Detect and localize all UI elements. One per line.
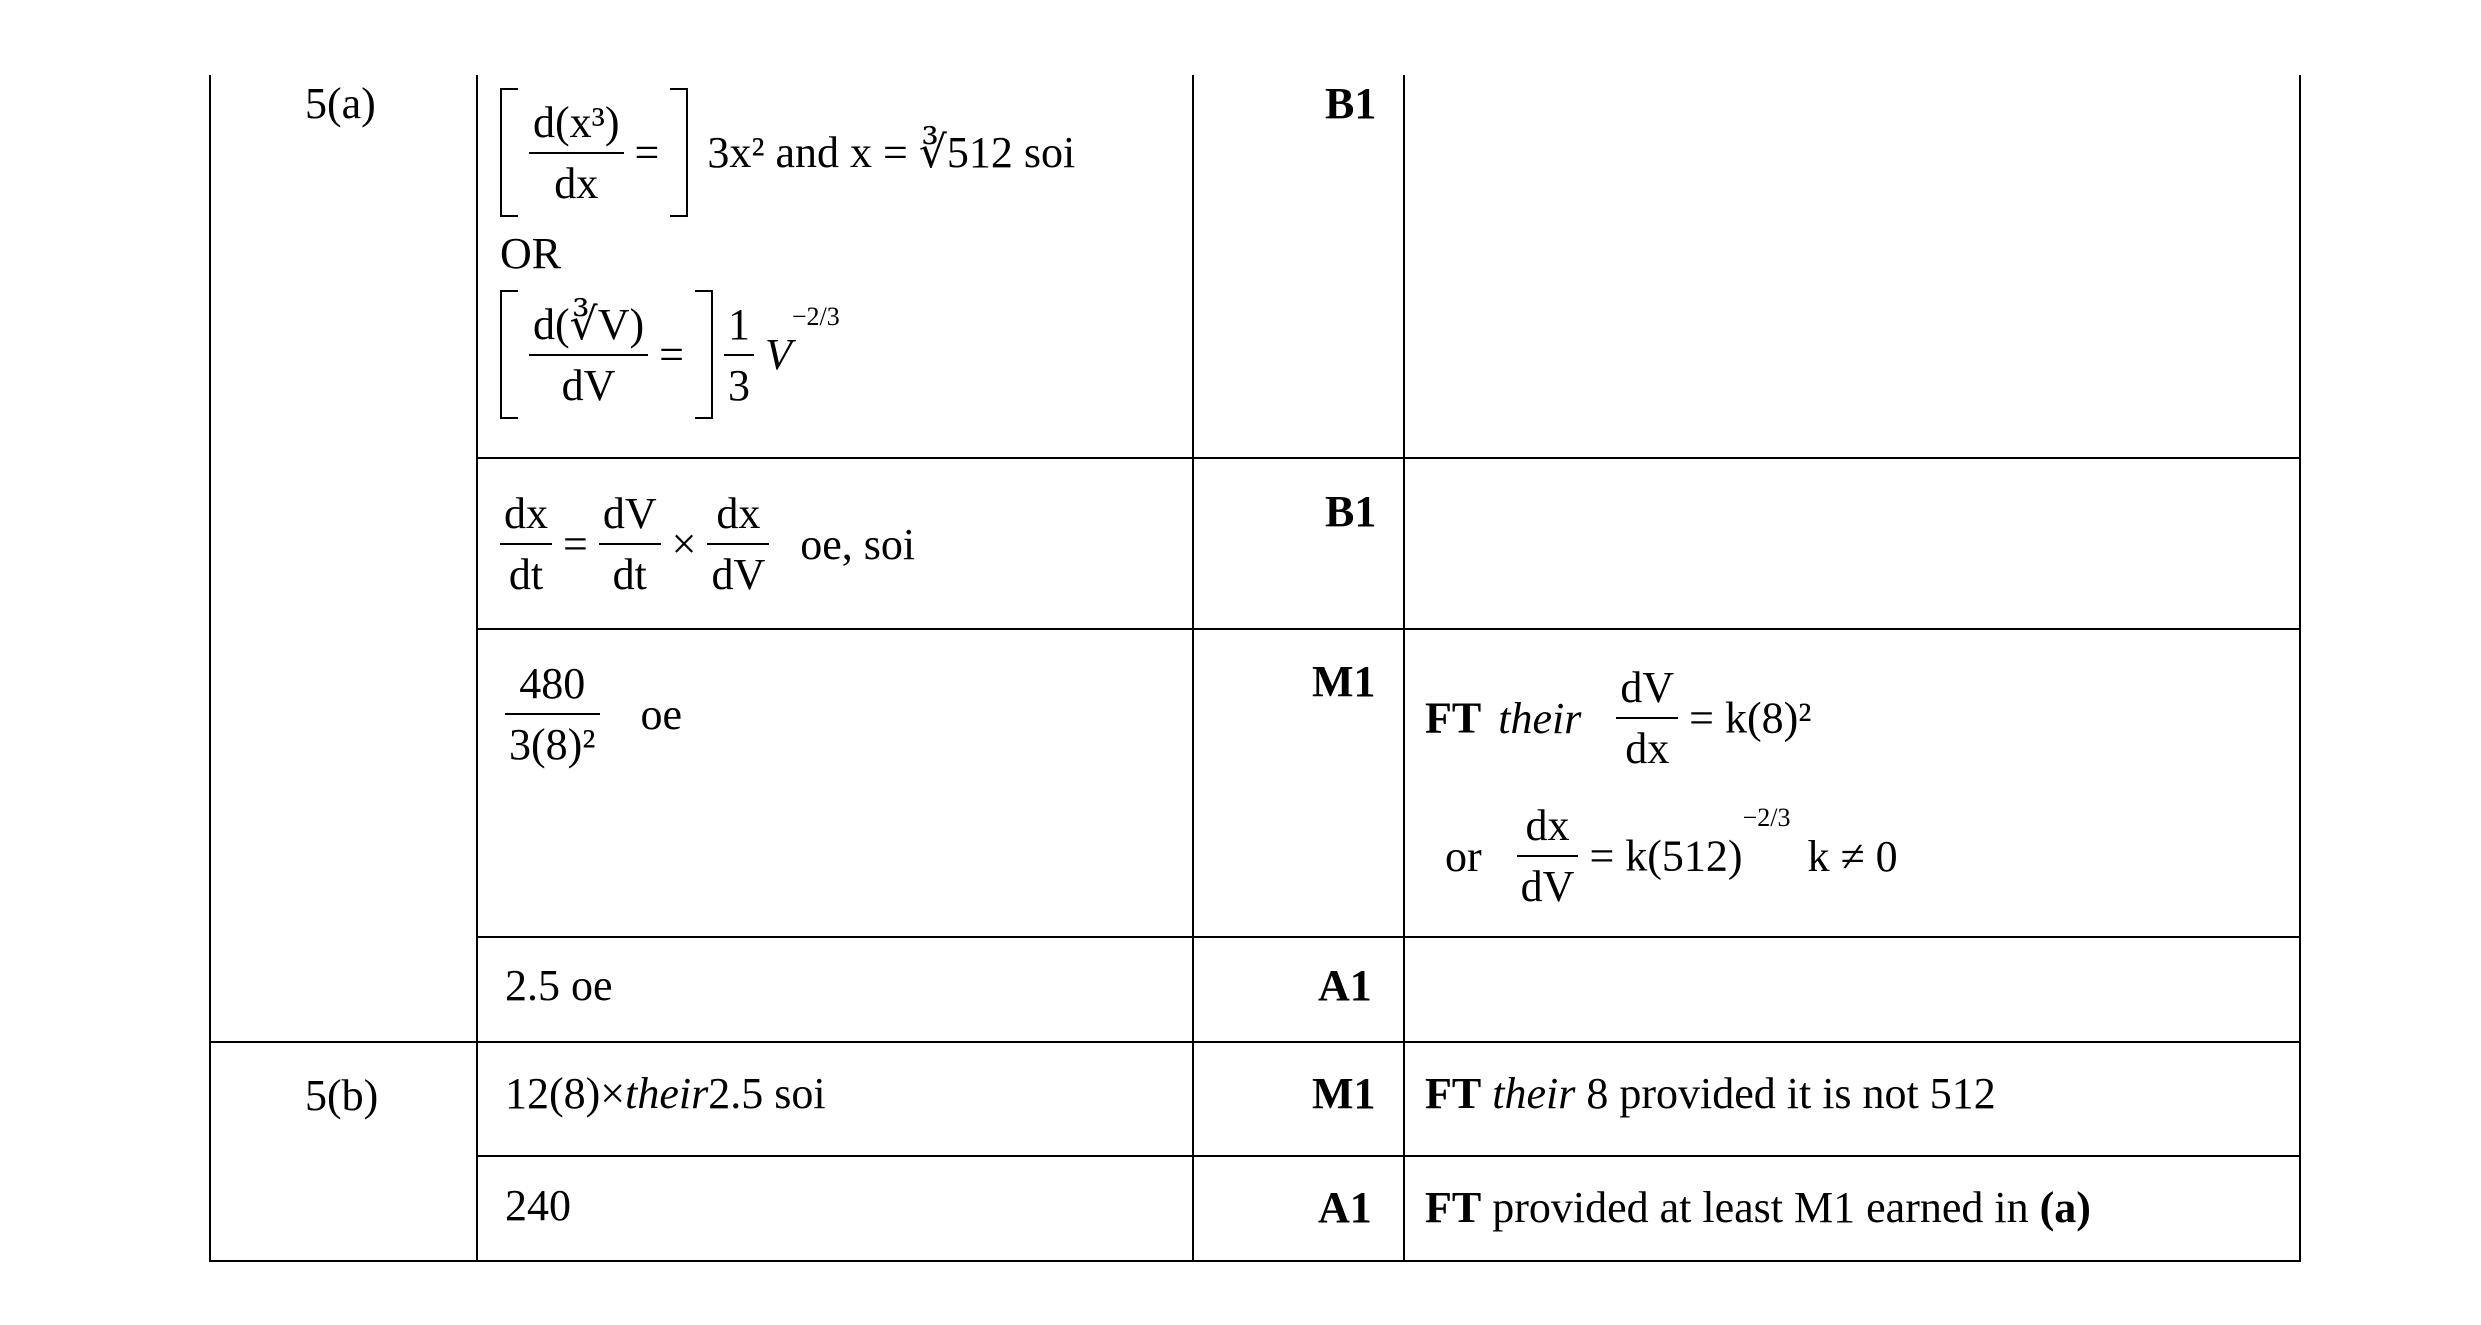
mark-m1: M1: [1312, 1069, 1376, 1118]
right-bracket: [695, 290, 713, 419]
right-bracket: [670, 88, 688, 217]
fraction-480-over-3-8-squared: $\frac{480}{\text{3(8)²}}$: [505, 658, 600, 770]
answer-cell-derivative: $\frac{\text{d(x³)}}{dx}$ = 3x² and x = ∛512 soi: [500, 88, 1075, 217]
left-bracket: [500, 88, 518, 217]
left-bracket: [500, 290, 518, 419]
table-divider-guidance: [1403, 75, 1405, 1262]
question-divider: [209, 1041, 2301, 1043]
mark-a1: A1: [1318, 961, 1372, 1010]
question-label-5b: 5(b): [305, 1071, 379, 1120]
table-divider-answer: [476, 75, 478, 1262]
fraction-dx-dt: $\frac{dx}{dt}$: [500, 488, 552, 600]
table-divider-marks: [1192, 75, 1194, 1262]
fraction-dx-dV: $\frac{dx}{dV}$: [1517, 800, 1579, 912]
fraction-dx3-dx: $\frac{\text{d(x³)}}{dx}$: [529, 97, 624, 209]
table-border-right: [2299, 75, 2301, 1262]
answer-cell-result: 2.5 oe: [505, 961, 613, 1010]
question-label-5a: 5(a): [305, 79, 376, 128]
mark-b1: B1: [1325, 487, 1377, 536]
fraction-one-third: $\frac{1}{3}$: [724, 299, 754, 411]
guidance-ft-line1: FT their $\frac{dV}{dx}$ = k(8)²: [1425, 663, 1812, 773]
answer-cell-5b-method: 12(8)×their2.5 soi: [505, 1069, 826, 1118]
table-border-left: [209, 75, 211, 1262]
table-border-bottom: [209, 1260, 2301, 1262]
guidance-ft-line2: or $\frac{dx}{dV}$ = $k(512)^{-2/3}$ k ≠ 0: [1445, 801, 1898, 911]
guidance-5b-ft-their: FT their 8 provided it is not 512: [1425, 1069, 1996, 1118]
mark-b1: B1: [1325, 79, 1377, 128]
mark-a1: A1: [1318, 1183, 1372, 1232]
mark-m1: M1: [1312, 657, 1376, 706]
fraction-dV-dt: $\frac{dV}{dt}$: [599, 488, 661, 600]
answer-cell-chain-rule: $\frac{dx}{dt}$ = $\frac{dV}{dt}$ × $\frac{dx}{dV}$ oe, soi: [500, 488, 915, 600]
row-divider: [476, 936, 2301, 938]
fraction-dV-dx: $\frac{dV}{dx}$: [1616, 662, 1678, 774]
row-divider: [476, 1155, 2301, 1157]
row-divider: [476, 457, 2301, 459]
answer-cell-alt-derivative: $\frac{d(∛V)}{dV}$ = $\frac{1}{3}$ $V^{-2/3}$: [500, 290, 840, 419]
answer-cell-substitution: $\frac{480}{\text{3(8)²}}$ oe: [505, 658, 682, 770]
fraction-dx-dV: $\frac{dx}{dV}$: [707, 488, 769, 600]
fraction-dcubertV-dV: $\frac{d(∛V)}{dV}$: [529, 299, 648, 411]
guidance-5b-ft-provided: FT provided at least M1 earned in (a): [1425, 1183, 2091, 1232]
or-label: OR: [500, 229, 562, 278]
derivative-result: 3x² and x = ∛512 soi: [707, 128, 1076, 177]
row-divider: [476, 628, 2301, 630]
answer-cell-5b-result: 240: [505, 1181, 571, 1230]
